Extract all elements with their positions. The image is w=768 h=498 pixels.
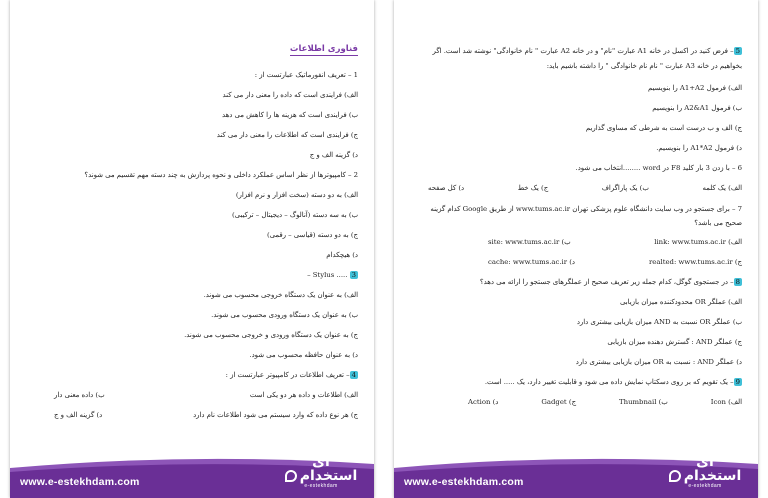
right-page xyxy=(394,0,758,498)
question-9 xyxy=(408,372,742,392)
question-number-badge: 9 xyxy=(735,378,740,386)
q3-option-b: ب) به عنوان یک دستگاه ورودی محسوب می شوند. xyxy=(211,311,358,319)
q8-option-c: ج) عملگر AND : گسترش دهنده میزان بازیابی xyxy=(607,338,742,346)
q6-option-c: ج) یک خط xyxy=(517,184,549,192)
q3-option-a: الف) به عنوان یک دستگاه خروجی محسوب می شوند. xyxy=(203,291,358,299)
q1-option-a: الف) فرایندی است که داده را معنی دار می کند xyxy=(222,91,358,99)
footer-url[interactable]: www.e-estekhdam.com xyxy=(404,476,524,488)
question-6: 6 – با زدن 3 بار کلید F8 در word ........انتخاب می شود. xyxy=(575,164,742,172)
q9-option-d: د) Action xyxy=(468,398,499,406)
question-7: 7 – برای جستجو در وب سایت دانشگاه علوم پزشکی تهران www.tums.ac.ir از طریق Google کدام گزینه xyxy=(430,205,742,213)
q8-option-d: د) عملگر AND : نسبت به OR میزان بازیابی بیشتری دارد xyxy=(575,358,742,366)
question-3-text: – Stylus ..... xyxy=(307,271,348,279)
q7-option-a: الف) link: www.tums.ac.ir xyxy=(654,238,742,246)
q1-option-c: ج) فرایندی است که اطلاعات را معنی دار می کند xyxy=(216,131,358,139)
question-number-badge: 4 xyxy=(351,371,356,379)
page-footer xyxy=(10,454,374,498)
question-2: 2 – کامپیوترها از نظر اساس عملکرد داخلی و نحوه پردازش به چند دسته مهم تقسیم می شوند؟ xyxy=(84,171,358,179)
question-number-badge: 8 xyxy=(735,278,740,286)
left-page xyxy=(10,0,374,498)
brand-logo xyxy=(666,455,744,489)
question-8-text: – در جستجوی گوگل، کدام جمله زیر تعریف صحیح از عملگرهای جستجو را ارائه می دهد؟ xyxy=(479,278,734,286)
question-1: 1 – تعریف انفورماتیک عبارتست از : xyxy=(254,71,358,79)
q1-option-d: د) گزینه الف و ج xyxy=(309,151,358,159)
q8-option-b: ب) عملگر OR نسبت به AND میزان بازیابی بیشتری دارد xyxy=(576,318,742,326)
q7-option-b: ب) site: www.tums.ac.ir xyxy=(488,238,571,246)
question-number-badge: 3 xyxy=(351,271,356,279)
question-4-text: – تعریف اطلاعات در کامپیوتر عبارتست از : xyxy=(225,371,350,379)
q6-option-a: الف) یک کلمه xyxy=(702,184,742,192)
footer-url[interactable]: www.e-estekhdam.com xyxy=(20,476,140,488)
q2-option-c: ج) به دو دسته (قیاسی – رقمی) xyxy=(266,231,358,239)
q4-option-d: د) گزینه الف و ج xyxy=(54,411,103,419)
q2-option-b: ب) به سه دسته (آنالوگ – دیجیتال – ترکیبی) xyxy=(231,211,358,219)
left-page-content xyxy=(24,44,358,425)
q4-option-a: الف) اطلاعات و داده هر دو یکی است xyxy=(249,391,358,399)
page-footer xyxy=(394,454,758,498)
logo-text: ای استخدام xyxy=(683,454,742,484)
question-7-line2: صحیح می باشد؟ xyxy=(694,219,742,227)
logo-mark-icon xyxy=(285,470,297,482)
logo-mark-icon xyxy=(669,470,681,482)
q5-option-d: د) فرمول A1*A2 را بنویسیم. xyxy=(656,144,742,152)
q2-option-d: د) هیچکدام xyxy=(326,251,358,259)
q5-option-b: ب) فرمول A2&A1 را بنویسیم xyxy=(652,104,742,112)
q5-option-c: ج) الف و ب درست است به شرطی که مساوی گذاریم xyxy=(585,124,742,132)
question-number-badge: 5 xyxy=(735,47,740,55)
q5-option-a: الف) فرمول A1+A2 را بنویسیم xyxy=(648,84,742,92)
question-8 xyxy=(408,272,742,292)
q9-option-a: الف) Icon xyxy=(710,398,742,406)
page-title: فناوری اطلاعات xyxy=(289,44,358,54)
question-5-text: – فرض کنید در اکسل در خانه A1 عبارت "نام" و در خانه A2 عبارت " نام خانوادگی" نوشته شد است. اگر xyxy=(432,47,734,55)
question-9-text: – یک تقویم که بر روی دسکتاپ نمایش داده می شود و قابلیت تغییر دارد، یک ..... است. xyxy=(484,378,734,386)
q1-option-b: ب) فرایندی است که هزینه ها را کاهش می دهد xyxy=(222,111,358,119)
logo-subtitle: e-estekhdam xyxy=(304,483,338,489)
brand-logo xyxy=(282,455,360,489)
q2-option-a: الف) به دو دسته (سخت افزار و نرم افزار) xyxy=(235,191,358,199)
q3-option-c: ج) به عنوان یک دستگاه ورودی و خروجی محسوب می شوند. xyxy=(184,331,358,339)
q3-option-d: د) به عنوان حافظه محسوب می شود. xyxy=(249,351,358,359)
q8-option-a: الف) عملگر OR محدودکننده میزان بازیابی xyxy=(619,298,742,306)
q9-option-b: ب) Thumbnail xyxy=(619,398,668,406)
q6-option-b: ب) یک پاراگراف xyxy=(601,184,649,192)
question-5-line2: بخواهیم در خانه A3 عبارت " نام نام خانوادگی " را داشته باشیم باید: xyxy=(546,62,742,70)
logo-text: ای استخدام xyxy=(299,454,358,484)
q6-option-d: د) کل صفحه xyxy=(428,184,465,192)
question-4 xyxy=(24,365,358,385)
right-page-content xyxy=(408,44,742,412)
q9-option-c: ج) Gadget xyxy=(541,398,577,406)
question-3 xyxy=(24,265,358,285)
q7-option-c: ج) realted: www.tums.ac.ir xyxy=(649,258,742,266)
q7-option-d: د) cache: www.tums.ac.ir xyxy=(488,258,575,266)
question-5 xyxy=(408,44,742,58)
q4-option-c: ج) هر نوع داده که وارد سیستم می شود اطلاعات نام دارد xyxy=(193,411,358,419)
q4-option-b: ب) داده معنی دار xyxy=(54,391,105,399)
logo-subtitle: e-estekhdam xyxy=(688,483,722,489)
